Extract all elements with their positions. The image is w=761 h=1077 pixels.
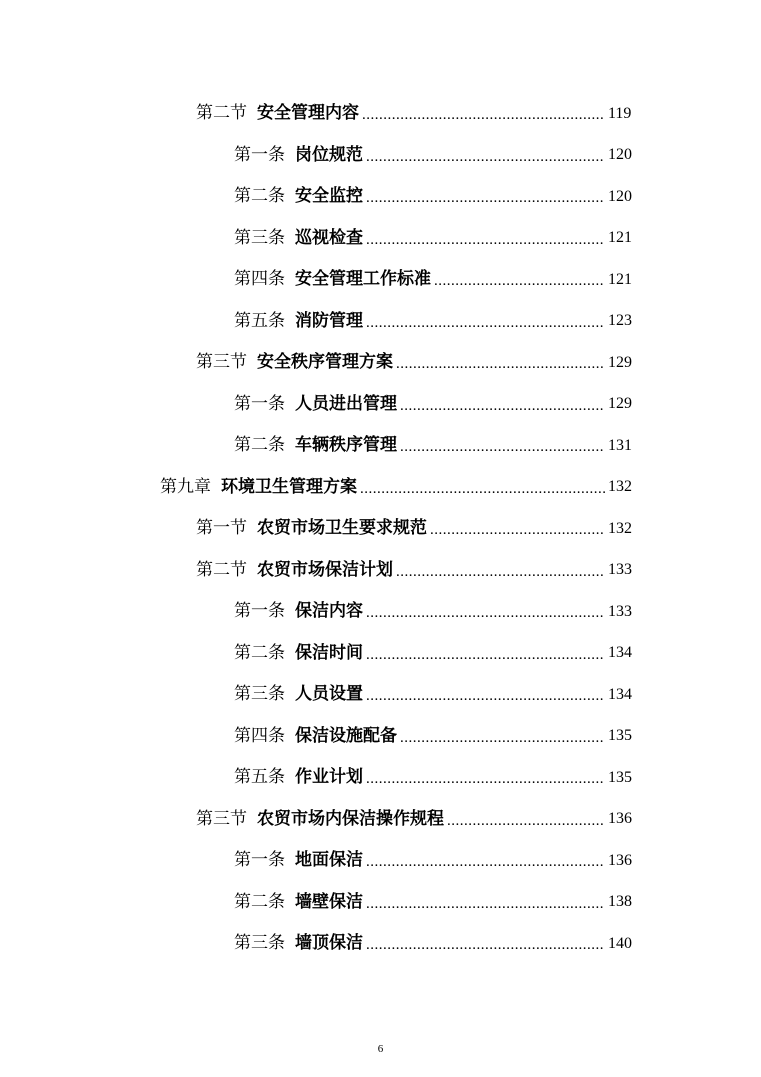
- toc-entry-number: 第三条: [234, 684, 285, 705]
- toc-entry-title: 安全监控: [295, 186, 363, 207]
- toc-entry-title: 消防管理: [295, 310, 363, 331]
- toc-entry[interactable]: [0, 550, 761, 592]
- toc-entry[interactable]: [0, 176, 761, 218]
- toc-entry-number: 第三节: [196, 352, 247, 373]
- toc-entry-page: 135: [608, 768, 632, 786]
- toc-dot-leader: [434, 274, 605, 289]
- toc-entry-title: 保洁内容: [295, 601, 363, 622]
- toc-entry-number: 第三条: [234, 227, 285, 248]
- toc-entry-page: 132: [608, 519, 632, 537]
- toc-entry[interactable]: [0, 923, 761, 965]
- toc-entry[interactable]: [0, 342, 761, 384]
- toc-dot-leader: [366, 316, 605, 331]
- toc-dot-leader: [366, 606, 605, 621]
- toc-dot-leader: [366, 648, 605, 663]
- toc-entry-title: 人员设置: [295, 684, 363, 705]
- toc-entry-number: 第一条: [234, 144, 285, 165]
- toc-entry-number: 第三条: [234, 933, 285, 954]
- toc-entry[interactable]: [0, 591, 761, 633]
- toc-dot-leader: [400, 440, 605, 455]
- toc-entry[interactable]: [0, 882, 761, 924]
- toc-dot-leader: [366, 938, 605, 953]
- toc-entry-title: 墙顶保洁: [295, 933, 363, 954]
- toc-entry-number: 第一节: [196, 518, 247, 539]
- toc-entry-number: 第二节: [196, 103, 247, 124]
- toc-dot-leader: [366, 689, 605, 704]
- toc-entry-number: 第四条: [234, 269, 285, 290]
- toc-entry-number: 第二条: [234, 186, 285, 207]
- toc-dot-leader: [362, 108, 605, 123]
- toc-entry[interactable]: [0, 757, 761, 799]
- toc-entry-title: 保洁设施配备: [295, 725, 397, 746]
- page-number: 6: [377, 1043, 384, 1055]
- toc-entry-page: 133: [608, 602, 632, 620]
- toc-entry[interactable]: [0, 633, 761, 675]
- toc-entry-number: 第一条: [234, 601, 285, 622]
- toc-entry[interactable]: [0, 840, 761, 882]
- toc-entry-title: 地面保洁: [295, 850, 363, 871]
- toc-entry-title: 保洁时间: [295, 642, 363, 663]
- toc-entry-page: 138: [608, 893, 632, 911]
- toc-entry-title: 车辆秩序管理: [295, 435, 397, 456]
- toc-entry-number: 第五条: [234, 310, 285, 331]
- toc-entry-title: 墙壁保洁: [295, 891, 363, 912]
- toc-entry-title: 巡视检查: [295, 227, 363, 248]
- toc-dot-leader: [447, 814, 605, 829]
- toc-dot-leader: [366, 855, 605, 870]
- toc-entry-number: 第四条: [234, 725, 285, 746]
- toc-entry-page: 120: [608, 187, 632, 205]
- toc-entry-page: 135: [608, 727, 632, 745]
- toc-entry-page: 121: [608, 229, 632, 247]
- toc-dot-leader: [366, 191, 605, 206]
- toc-entry-page: 123: [608, 312, 632, 330]
- toc-dot-leader: [400, 731, 605, 746]
- toc-entry[interactable]: [0, 508, 761, 550]
- toc-entry-page: 129: [608, 353, 632, 371]
- toc-entry[interactable]: [0, 301, 761, 343]
- toc-entry[interactable]: [0, 467, 761, 509]
- toc-entry[interactable]: [0, 93, 761, 135]
- toc-entry-page: 129: [608, 395, 632, 413]
- toc-entry-number: 第九章: [160, 476, 211, 497]
- toc-entry-title: 农贸市场保洁计划: [257, 559, 393, 580]
- toc-entry-page: 134: [608, 685, 632, 703]
- toc-dot-leader: [396, 357, 605, 372]
- toc-entry-number: 第三节: [196, 808, 247, 829]
- toc-entry-page: 121: [608, 270, 632, 288]
- toc-dot-leader: [430, 523, 605, 538]
- toc-dot-leader: [366, 897, 605, 912]
- toc-dot-leader: [396, 565, 605, 580]
- toc-entry-number: 第一条: [234, 393, 285, 414]
- toc-entry-number: 第一条: [234, 850, 285, 871]
- toc-dot-leader: [400, 399, 605, 414]
- toc-entry[interactable]: [0, 799, 761, 841]
- toc-dot-leader: [360, 482, 605, 497]
- toc-entry-page: 140: [608, 934, 632, 952]
- toc-entry[interactable]: [0, 135, 761, 177]
- toc-dot-leader: [366, 150, 605, 165]
- toc-entry[interactable]: [0, 218, 761, 260]
- toc-entry-page: 136: [608, 810, 632, 828]
- toc-entry-title: 环境卫生管理方案: [221, 476, 357, 497]
- toc-entry-page: 131: [608, 436, 632, 454]
- toc-entry-title: 农贸市场内保洁操作规程: [257, 808, 444, 829]
- toc-entry-title: 人员进出管理: [295, 393, 397, 414]
- toc-entry-title: 农贸市场卫生要求规范: [257, 518, 427, 539]
- toc-entry-number: 第五条: [234, 767, 285, 788]
- toc-entry-page: 132: [608, 478, 632, 496]
- toc-entry-number: 第二条: [234, 642, 285, 663]
- toc-entry-title: 安全管理内容: [257, 103, 359, 124]
- toc-dot-leader: [366, 772, 605, 787]
- toc-entry-number: 第二条: [234, 891, 285, 912]
- toc-dot-leader: [366, 233, 605, 248]
- toc-entry[interactable]: [0, 716, 761, 758]
- toc-entry[interactable]: [0, 259, 761, 301]
- toc-entry-number: 第二条: [234, 435, 285, 456]
- toc-entry-page: 119: [608, 104, 632, 122]
- toc-entry[interactable]: [0, 425, 761, 467]
- toc-entry-page: 136: [608, 851, 632, 869]
- toc-entry-title: 作业计划: [295, 767, 363, 788]
- toc-entry-title: 安全管理工作标准: [295, 269, 431, 290]
- toc-entry-page: 134: [608, 644, 632, 662]
- toc-entry-title: 岗位规范: [295, 144, 363, 165]
- toc-entry[interactable]: [0, 674, 761, 716]
- toc-entry-page: 133: [608, 561, 632, 579]
- toc-entry-number: 第二节: [196, 559, 247, 580]
- toc-entry[interactable]: [0, 384, 761, 426]
- table-of-contents: [0, 93, 761, 965]
- toc-entry-title: 安全秩序管理方案: [257, 352, 393, 373]
- toc-entry-page: 120: [608, 146, 632, 164]
